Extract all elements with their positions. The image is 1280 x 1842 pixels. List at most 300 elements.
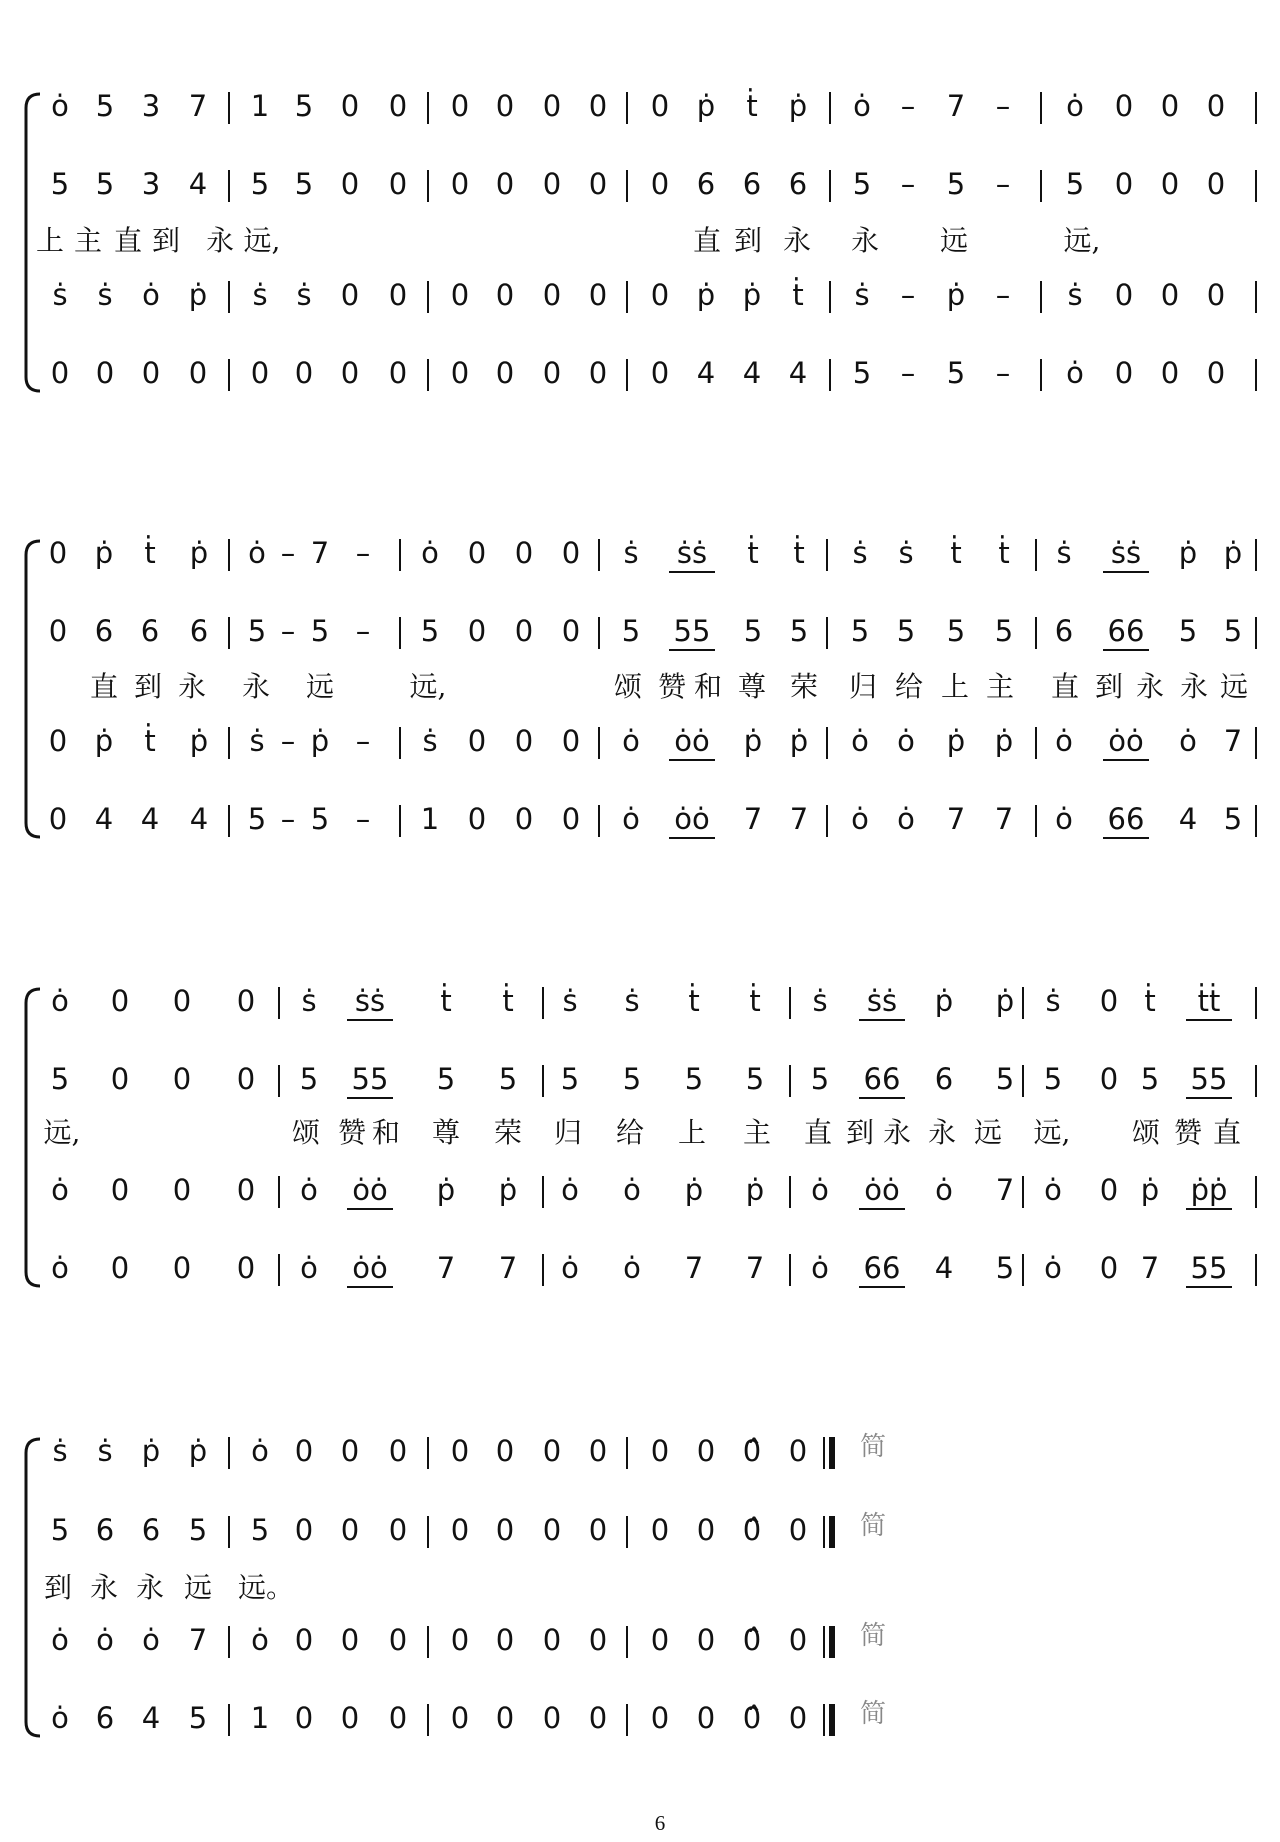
note: 0 xyxy=(294,1434,314,1468)
note: 6 xyxy=(141,1513,161,1547)
note: ṫ xyxy=(746,89,758,123)
note: ṫṫ xyxy=(1197,984,1221,1018)
note: ȯ xyxy=(96,1623,114,1657)
note: 0 xyxy=(542,356,562,390)
note: 5 xyxy=(310,802,330,836)
note: ṫ xyxy=(688,984,700,1018)
note: 7 xyxy=(188,1623,208,1657)
note: ȯȯ xyxy=(674,724,710,758)
note: ṡ xyxy=(623,536,639,570)
lyric-syllable: 永 xyxy=(135,1571,165,1604)
note: 0 xyxy=(495,1623,515,1657)
note: 5 xyxy=(946,167,966,201)
lyric-syllable: 到 xyxy=(1094,670,1124,703)
note: ȯ xyxy=(623,1173,641,1207)
note: 4 xyxy=(788,356,808,390)
lyric-syllable: 永 xyxy=(882,1116,912,1149)
note: 0 xyxy=(588,1701,608,1735)
note: 5 xyxy=(789,614,809,648)
lyric-syllable: 远, xyxy=(1033,1116,1071,1149)
note: 0̂ xyxy=(742,1701,762,1735)
note: 0 xyxy=(450,1623,470,1657)
note: 3 xyxy=(141,167,161,201)
lyric-syllable: 永 xyxy=(782,224,812,257)
note: 0 xyxy=(495,278,515,312)
note: 0 xyxy=(650,167,670,201)
note: ṡ xyxy=(854,278,870,312)
note: ȯ xyxy=(51,1251,69,1285)
note: ȯ xyxy=(1066,89,1084,123)
note: ȯ xyxy=(1044,1251,1062,1285)
note: 0 xyxy=(561,614,581,648)
note: ȯ xyxy=(1055,802,1073,836)
note: 0 xyxy=(495,167,515,201)
note: ṡ xyxy=(296,278,312,312)
lyric-syllable: 颂 xyxy=(1131,1116,1161,1149)
lyric-syllable: 和 xyxy=(693,670,723,703)
lyric-syllable: 永 xyxy=(89,1571,119,1604)
note: 0 xyxy=(172,1251,192,1285)
note: ȯ xyxy=(51,89,69,123)
note: 0 xyxy=(514,802,534,836)
note: – xyxy=(900,89,916,123)
note: ȯ xyxy=(1066,356,1084,390)
lyric-syllable: 永 xyxy=(205,224,235,257)
note: 5 xyxy=(994,614,1014,648)
staff-system xyxy=(26,536,1256,838)
note: 5 xyxy=(50,1062,70,1096)
note: 0 xyxy=(340,89,360,123)
note: 5 xyxy=(95,167,115,201)
note: ṡ xyxy=(852,536,868,570)
note: 0 xyxy=(340,1623,360,1657)
note: 5 xyxy=(420,614,440,648)
note: 0 xyxy=(1160,278,1180,312)
note: 0 xyxy=(172,1173,192,1207)
note: ȯ xyxy=(1179,724,1197,758)
note: 0 xyxy=(788,1623,808,1657)
note: 5 xyxy=(622,1062,642,1096)
note: 0 xyxy=(141,356,161,390)
note: 0 xyxy=(340,1434,360,1468)
note: ṗ xyxy=(789,724,809,758)
note: 7 xyxy=(310,536,330,570)
note: – xyxy=(280,802,296,836)
lyric-syllable: 永 xyxy=(177,670,207,703)
note: ȯȯ xyxy=(352,1251,388,1285)
lyric-syllable: 上 xyxy=(35,224,65,257)
lyric-syllable: 归 xyxy=(848,670,878,703)
watermark-logo: 简 xyxy=(860,1511,887,1541)
note: 0 xyxy=(1160,89,1180,123)
note: ȯ xyxy=(622,724,640,758)
note: 0 xyxy=(340,356,360,390)
note: 0 xyxy=(340,167,360,201)
note: 0 xyxy=(48,614,68,648)
note: ȯ xyxy=(51,1701,69,1735)
note: 0 xyxy=(388,167,408,201)
note: ȯ xyxy=(935,1173,953,1207)
page-number: 6 xyxy=(654,1811,666,1835)
note: 0 xyxy=(172,984,192,1018)
lyric-syllable: 直 xyxy=(89,670,119,703)
lyric-syllable: 到 xyxy=(133,670,163,703)
lyric-syllable: 永 xyxy=(1135,670,1165,703)
note: 0 xyxy=(294,1701,314,1735)
lyric-syllable: 远 xyxy=(1219,670,1249,703)
lyric-syllable: 远, xyxy=(1063,224,1101,257)
note: ṡ xyxy=(624,984,640,1018)
note: 7 xyxy=(1140,1251,1160,1285)
note: 0 xyxy=(788,1513,808,1547)
note: 0 xyxy=(1160,167,1180,201)
note: ṡṡ xyxy=(354,984,386,1018)
note: ṗ xyxy=(310,724,330,758)
note: ṡṡ xyxy=(866,984,898,1018)
note: 0 xyxy=(1114,167,1134,201)
note: 4 xyxy=(94,802,114,836)
lyric-syllable: 远 xyxy=(183,1571,213,1604)
note: ṡ xyxy=(422,724,438,758)
lyric-syllable: 远 xyxy=(939,224,969,257)
note: 4 xyxy=(189,802,209,836)
note: 0 xyxy=(542,167,562,201)
note: ȯ xyxy=(251,1623,269,1657)
notation-layer xyxy=(26,89,1256,1736)
note: ȯ xyxy=(51,1173,69,1207)
note: ṡ xyxy=(249,724,265,758)
note: ȯ xyxy=(300,1173,318,1207)
note: 7 xyxy=(684,1251,704,1285)
note: 5 xyxy=(850,614,870,648)
note: 5 xyxy=(995,1251,1015,1285)
note: 55 xyxy=(1190,1251,1228,1285)
note: ṫ xyxy=(998,536,1010,570)
note: 0 xyxy=(1206,356,1226,390)
note: 6 xyxy=(140,614,160,648)
note: 6 xyxy=(1054,614,1074,648)
lyric-syllable: 主 xyxy=(742,1116,772,1149)
lyric-syllable: 永 xyxy=(850,224,880,257)
note: ṗ xyxy=(436,1173,456,1207)
note: 0 xyxy=(495,1701,515,1735)
note: ṡ xyxy=(1067,278,1083,312)
note: 0̂ xyxy=(742,1623,762,1657)
note: ȯ xyxy=(51,1623,69,1657)
note: ṗ xyxy=(745,1173,765,1207)
note: 6 xyxy=(95,1701,115,1735)
note: 0 xyxy=(1099,1251,1119,1285)
note: ȯ xyxy=(811,1173,829,1207)
note: ṗ xyxy=(1223,536,1243,570)
lyric-syllable: 赞 xyxy=(657,670,687,703)
note: 0 xyxy=(1114,89,1134,123)
note: 0 xyxy=(450,1434,470,1468)
note: 5 xyxy=(498,1062,518,1096)
note: 0 xyxy=(588,167,608,201)
note: ȯ xyxy=(248,536,266,570)
note: 0 xyxy=(561,536,581,570)
note: 0 xyxy=(788,1434,808,1468)
note: ṗ xyxy=(788,89,808,123)
note: ȯ xyxy=(300,1251,318,1285)
lyric-syllable: 远 xyxy=(973,1116,1003,1149)
lyric-syllable: 主 xyxy=(73,224,103,257)
note: 0 xyxy=(48,536,68,570)
note: ȯ xyxy=(142,1623,160,1657)
note: 0 xyxy=(388,89,408,123)
lyric-syllable: 赞 xyxy=(1173,1116,1203,1149)
note: 5 xyxy=(1223,614,1243,648)
note: 7 xyxy=(743,802,763,836)
note: ṫ xyxy=(747,536,759,570)
note: 5 xyxy=(852,167,872,201)
note: ṡ xyxy=(812,984,828,1018)
note: 0 xyxy=(450,278,470,312)
note: 5 xyxy=(1140,1062,1160,1096)
note: 6 xyxy=(696,167,716,201)
note: 0 xyxy=(650,1623,670,1657)
note: 5 xyxy=(247,802,267,836)
note: – xyxy=(995,356,1011,390)
note: ṗ xyxy=(696,278,716,312)
note: 7 xyxy=(946,802,966,836)
note: 0 xyxy=(588,356,608,390)
note: ȯ xyxy=(897,802,915,836)
note: 5 xyxy=(50,167,70,201)
note: 6 xyxy=(788,167,808,201)
note: ṗ xyxy=(189,536,209,570)
note: 0 xyxy=(236,984,256,1018)
note: ṡ xyxy=(562,984,578,1018)
note: ṡ xyxy=(52,1434,68,1468)
note: ṫ xyxy=(502,984,514,1018)
note: ṫ xyxy=(950,536,962,570)
system-brace xyxy=(26,541,40,837)
note: 0 xyxy=(1114,278,1134,312)
note: – xyxy=(900,356,916,390)
lyric-syllable: 到 xyxy=(43,1571,73,1604)
note: 7 xyxy=(789,802,809,836)
note: 0 xyxy=(514,536,534,570)
note: 0 xyxy=(1206,89,1226,123)
note: 0 xyxy=(542,1513,562,1547)
note: 0 xyxy=(1160,356,1180,390)
note: 0 xyxy=(388,1701,408,1735)
note: 6 xyxy=(742,167,762,201)
note: ȯȯ xyxy=(674,802,710,836)
note: 0 xyxy=(495,1434,515,1468)
note: 0 xyxy=(467,614,487,648)
note: ȯ xyxy=(851,802,869,836)
note: – xyxy=(355,614,371,648)
lyric-syllable: 荣 xyxy=(789,670,819,703)
note: 0 xyxy=(110,1173,130,1207)
staff-system xyxy=(26,89,1256,391)
note: 0 xyxy=(1114,356,1134,390)
note: 55 xyxy=(1190,1062,1228,1096)
note: 5 xyxy=(621,614,641,648)
lyric-syllable: 尊 xyxy=(737,670,767,703)
note: 0 xyxy=(294,1513,314,1547)
note: 0 xyxy=(450,89,470,123)
note: 5 xyxy=(1043,1062,1063,1096)
note: 5 xyxy=(946,614,966,648)
note: 7 xyxy=(745,1251,765,1285)
note: ȯ xyxy=(51,984,69,1018)
lyric-syllable: 上 xyxy=(677,1116,707,1149)
note: 0 xyxy=(495,89,515,123)
note: 0 xyxy=(650,356,670,390)
note: ṫ xyxy=(1144,984,1156,1018)
lyric-syllable: 颂 xyxy=(613,670,643,703)
note: ṗ xyxy=(94,536,114,570)
staff-system xyxy=(26,1432,886,1736)
note: 5 xyxy=(560,1062,580,1096)
note: 0 xyxy=(388,356,408,390)
note: ȯ xyxy=(561,1251,579,1285)
lyric-syllable: 直 xyxy=(1212,1116,1242,1149)
note: ȯ xyxy=(561,1173,579,1207)
note: ṗ xyxy=(1140,1173,1160,1207)
lyric-syllable: 永 xyxy=(1179,670,1209,703)
note: 0 xyxy=(588,278,608,312)
note: ȯ xyxy=(623,1251,641,1285)
note: 7 xyxy=(188,89,208,123)
note: 0 xyxy=(788,1701,808,1735)
note: 7 xyxy=(946,89,966,123)
note: 0 xyxy=(1206,278,1226,312)
note: ṡ xyxy=(1056,536,1072,570)
note: 4 xyxy=(934,1251,954,1285)
note: 0 xyxy=(95,356,115,390)
note: 66 xyxy=(1107,614,1145,648)
note: 0 xyxy=(1099,1062,1119,1096)
note: ȯȯ xyxy=(352,1173,388,1207)
note: 0 xyxy=(388,278,408,312)
note: 0 xyxy=(514,724,534,758)
note: 0 xyxy=(696,1434,716,1468)
note: – xyxy=(280,724,296,758)
note: – xyxy=(355,802,371,836)
lyric-syllable: 上 xyxy=(940,670,970,703)
note: ṗ xyxy=(995,984,1015,1018)
note: ṡ xyxy=(52,278,68,312)
note: 4 xyxy=(188,167,208,201)
note: 0 xyxy=(340,1701,360,1735)
note: ṗ xyxy=(141,1434,161,1468)
note: 5 xyxy=(310,614,330,648)
note: ȯ xyxy=(811,1251,829,1285)
lyric-syllable: 直 xyxy=(692,224,722,257)
note: 4 xyxy=(1178,802,1198,836)
note: ȯ xyxy=(251,1434,269,1468)
note: 0 xyxy=(340,278,360,312)
note: 6 xyxy=(189,614,209,648)
note: 0̂ xyxy=(742,1513,762,1547)
note: 5 xyxy=(995,1062,1015,1096)
note: 0 xyxy=(1206,167,1226,201)
note: 5 xyxy=(299,1062,319,1096)
note: 5 xyxy=(95,89,115,123)
note: ṗ xyxy=(994,724,1014,758)
note: 0 xyxy=(588,89,608,123)
note: ȯ xyxy=(1044,1173,1062,1207)
note: 5 xyxy=(1065,167,1085,201)
watermark-logo: 简 xyxy=(860,1621,887,1651)
note: 0̂ xyxy=(742,1434,762,1468)
note: 5 xyxy=(247,614,267,648)
note: 0 xyxy=(696,1623,716,1657)
note: 5 xyxy=(1178,614,1198,648)
note: ṗ xyxy=(946,724,966,758)
lyric-syllable: 赞 xyxy=(337,1116,367,1149)
note: 0 xyxy=(588,1513,608,1547)
note: 0 xyxy=(236,1062,256,1096)
note: 0 xyxy=(588,1434,608,1468)
note: 1 xyxy=(250,89,270,123)
note: 6 xyxy=(934,1062,954,1096)
lyric-syllable: 颂 xyxy=(291,1116,321,1149)
note: 0 xyxy=(467,536,487,570)
note: ṗ xyxy=(946,278,966,312)
note: – xyxy=(355,724,371,758)
note: ṗṗ xyxy=(1190,1173,1228,1207)
watermark-logo: 简 xyxy=(860,1699,887,1729)
lyric-syllable: 直 xyxy=(803,1116,833,1149)
note: ṡ xyxy=(1045,984,1061,1018)
lyric-syllable: 到 xyxy=(733,224,763,257)
note: 1 xyxy=(420,802,440,836)
note: – xyxy=(280,536,296,570)
note: 5 xyxy=(743,614,763,648)
note: ṡṡ xyxy=(1110,536,1142,570)
note: ṗ xyxy=(189,724,209,758)
lyric-syllable: 归 xyxy=(553,1116,583,1149)
note: 5 xyxy=(946,356,966,390)
note: ṡ xyxy=(898,536,914,570)
note: ȯ xyxy=(622,802,640,836)
note: 0 xyxy=(388,1623,408,1657)
lyric-syllable: 主 xyxy=(985,670,1015,703)
note: 0 xyxy=(650,1513,670,1547)
note: 7 xyxy=(1223,724,1243,758)
note: ṫ xyxy=(792,278,804,312)
note: 0 xyxy=(236,1251,256,1285)
note: 66 xyxy=(863,1251,901,1285)
note: 5 xyxy=(250,167,270,201)
note: 0 xyxy=(110,1251,130,1285)
note: 0 xyxy=(495,1513,515,1547)
note: ṫ xyxy=(144,536,156,570)
note: 5 xyxy=(810,1062,830,1096)
note: 55 xyxy=(673,614,711,648)
lyric-syllable: 和 xyxy=(371,1116,401,1149)
note: ṗ xyxy=(934,984,954,1018)
note: 0 xyxy=(542,1623,562,1657)
note: ṗ xyxy=(94,724,114,758)
note: 5 xyxy=(436,1062,456,1096)
lyric-syllable: 永 xyxy=(241,670,271,703)
note: 5 xyxy=(294,89,314,123)
note: 5 xyxy=(684,1062,704,1096)
lyric-syllable: 远 xyxy=(305,670,335,703)
note: ṗ xyxy=(498,1173,518,1207)
note: 6 xyxy=(94,614,114,648)
note: 4 xyxy=(140,802,160,836)
note: 5 xyxy=(188,1513,208,1547)
lyric-syllable: 到 xyxy=(845,1116,875,1149)
